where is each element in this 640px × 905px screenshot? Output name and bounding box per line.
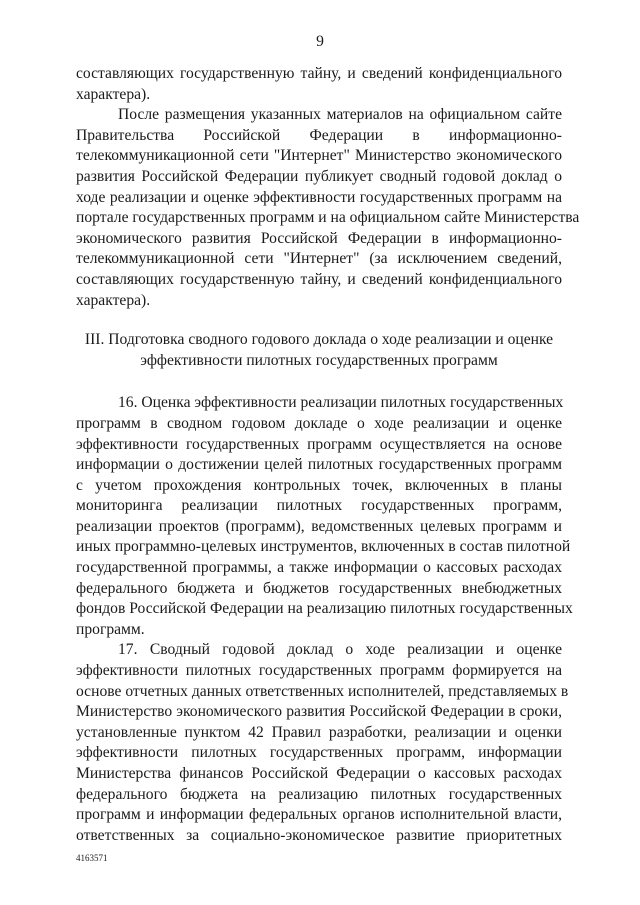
text-line: с учетом прохождения контрольных точек, включенных в планы	[76, 476, 562, 494]
text-line: мониторинга реализации пилотных государственных программ,	[76, 497, 562, 515]
text-line: составляющих государственную тайну, и сведений конфиденциального	[76, 270, 562, 288]
text-line: Министерства финансов Российской Федерации о кассовых расходах	[76, 765, 562, 782]
text-line: развития Российской Федерации публикует сводный годовой доклад о	[76, 167, 562, 185]
text-line: эффективности государственных программ осуществляется на основе	[76, 435, 562, 453]
text-line: экономического развития Российской Федерации в информационно-	[76, 229, 562, 247]
text-line: федерального бюджета и бюджетов государственных внебюджетных	[76, 579, 562, 597]
text-line: Министерство экономического развития Российской Федерации в сроки,	[76, 703, 562, 721]
document-code: 4163571	[76, 853, 108, 863]
paragraph-continuation	[76, 64, 562, 105]
text-line: информации о достижении целей пилотных государственных программ	[76, 456, 562, 474]
section-heading	[76, 330, 562, 371]
paragraph-16	[76, 393, 573, 640]
paragraph-17	[76, 640, 569, 846]
text-line: эффективности пилотных государственных программ, информации	[76, 744, 562, 762]
text-line: иных программно-целевых инструментов, включенных в состав пилотной	[76, 538, 571, 556]
text-line: После размещения указанных материалов на официальном сайте	[118, 106, 562, 124]
heading-line: III. Подготовка сводного годового доклада о ходе реализации и оценке	[84, 331, 554, 349]
document-body	[76, 64, 580, 846]
text-line: основе отчетных данных ответственных исполнителей, представляемых в	[76, 682, 569, 700]
text-line: программ.	[76, 620, 145, 638]
text-line: характера).	[76, 291, 151, 309]
text-line: программ и информации федеральных органов исполнительной власти,	[76, 806, 562, 824]
text-line: ответственных за социально-экономическое развитие приоритетных	[76, 826, 562, 844]
text-line: программ в сводном годовом докладе о ходе реализации и оценке	[76, 414, 562, 432]
text-line: 16. Оценка эффективности реализации пилотных государственных	[118, 394, 564, 412]
text-line: реализации проектов (программ), ведомственных целевых программ и	[76, 517, 562, 535]
page-number: 9	[316, 33, 324, 50]
text-line: телекоммуникационной сети "Интернет" (за исключением сведений,	[76, 250, 562, 268]
heading-line: эффективности пилотных государственных программ	[140, 351, 498, 369]
text-line: федерального бюджета на реализацию пилотных государственных	[76, 785, 562, 803]
text-line: эффективности пилотных государственных программ формируется на	[76, 662, 562, 680]
text-line: 17. Сводный годовой доклад о ходе реализации и оценке	[118, 641, 562, 659]
text-line: телекоммуникационной сети "Интернет" Министерство экономического	[76, 147, 562, 165]
text-line: характера).	[76, 85, 151, 103]
text-line: ходе реализации и оценке эффективности государственных программ на	[76, 188, 562, 206]
text-line: Правительства Российской Федерации в информационно-	[76, 126, 562, 144]
text-line: портале государственных программ и на официальном сайте Министерства	[76, 209, 580, 227]
text-line: государственной программы, а также информации о кассовых расходах	[76, 559, 562, 577]
text-line: установленные пунктом 42 Правил разработки, реализации и оценки	[76, 723, 562, 741]
paragraph-publication	[76, 105, 580, 311]
text-line: фондов Российской Федерации на реализацию пилотных государственных	[76, 600, 573, 618]
text-line: составляющих государственную тайну, и сведений конфиденциального	[76, 65, 562, 82]
